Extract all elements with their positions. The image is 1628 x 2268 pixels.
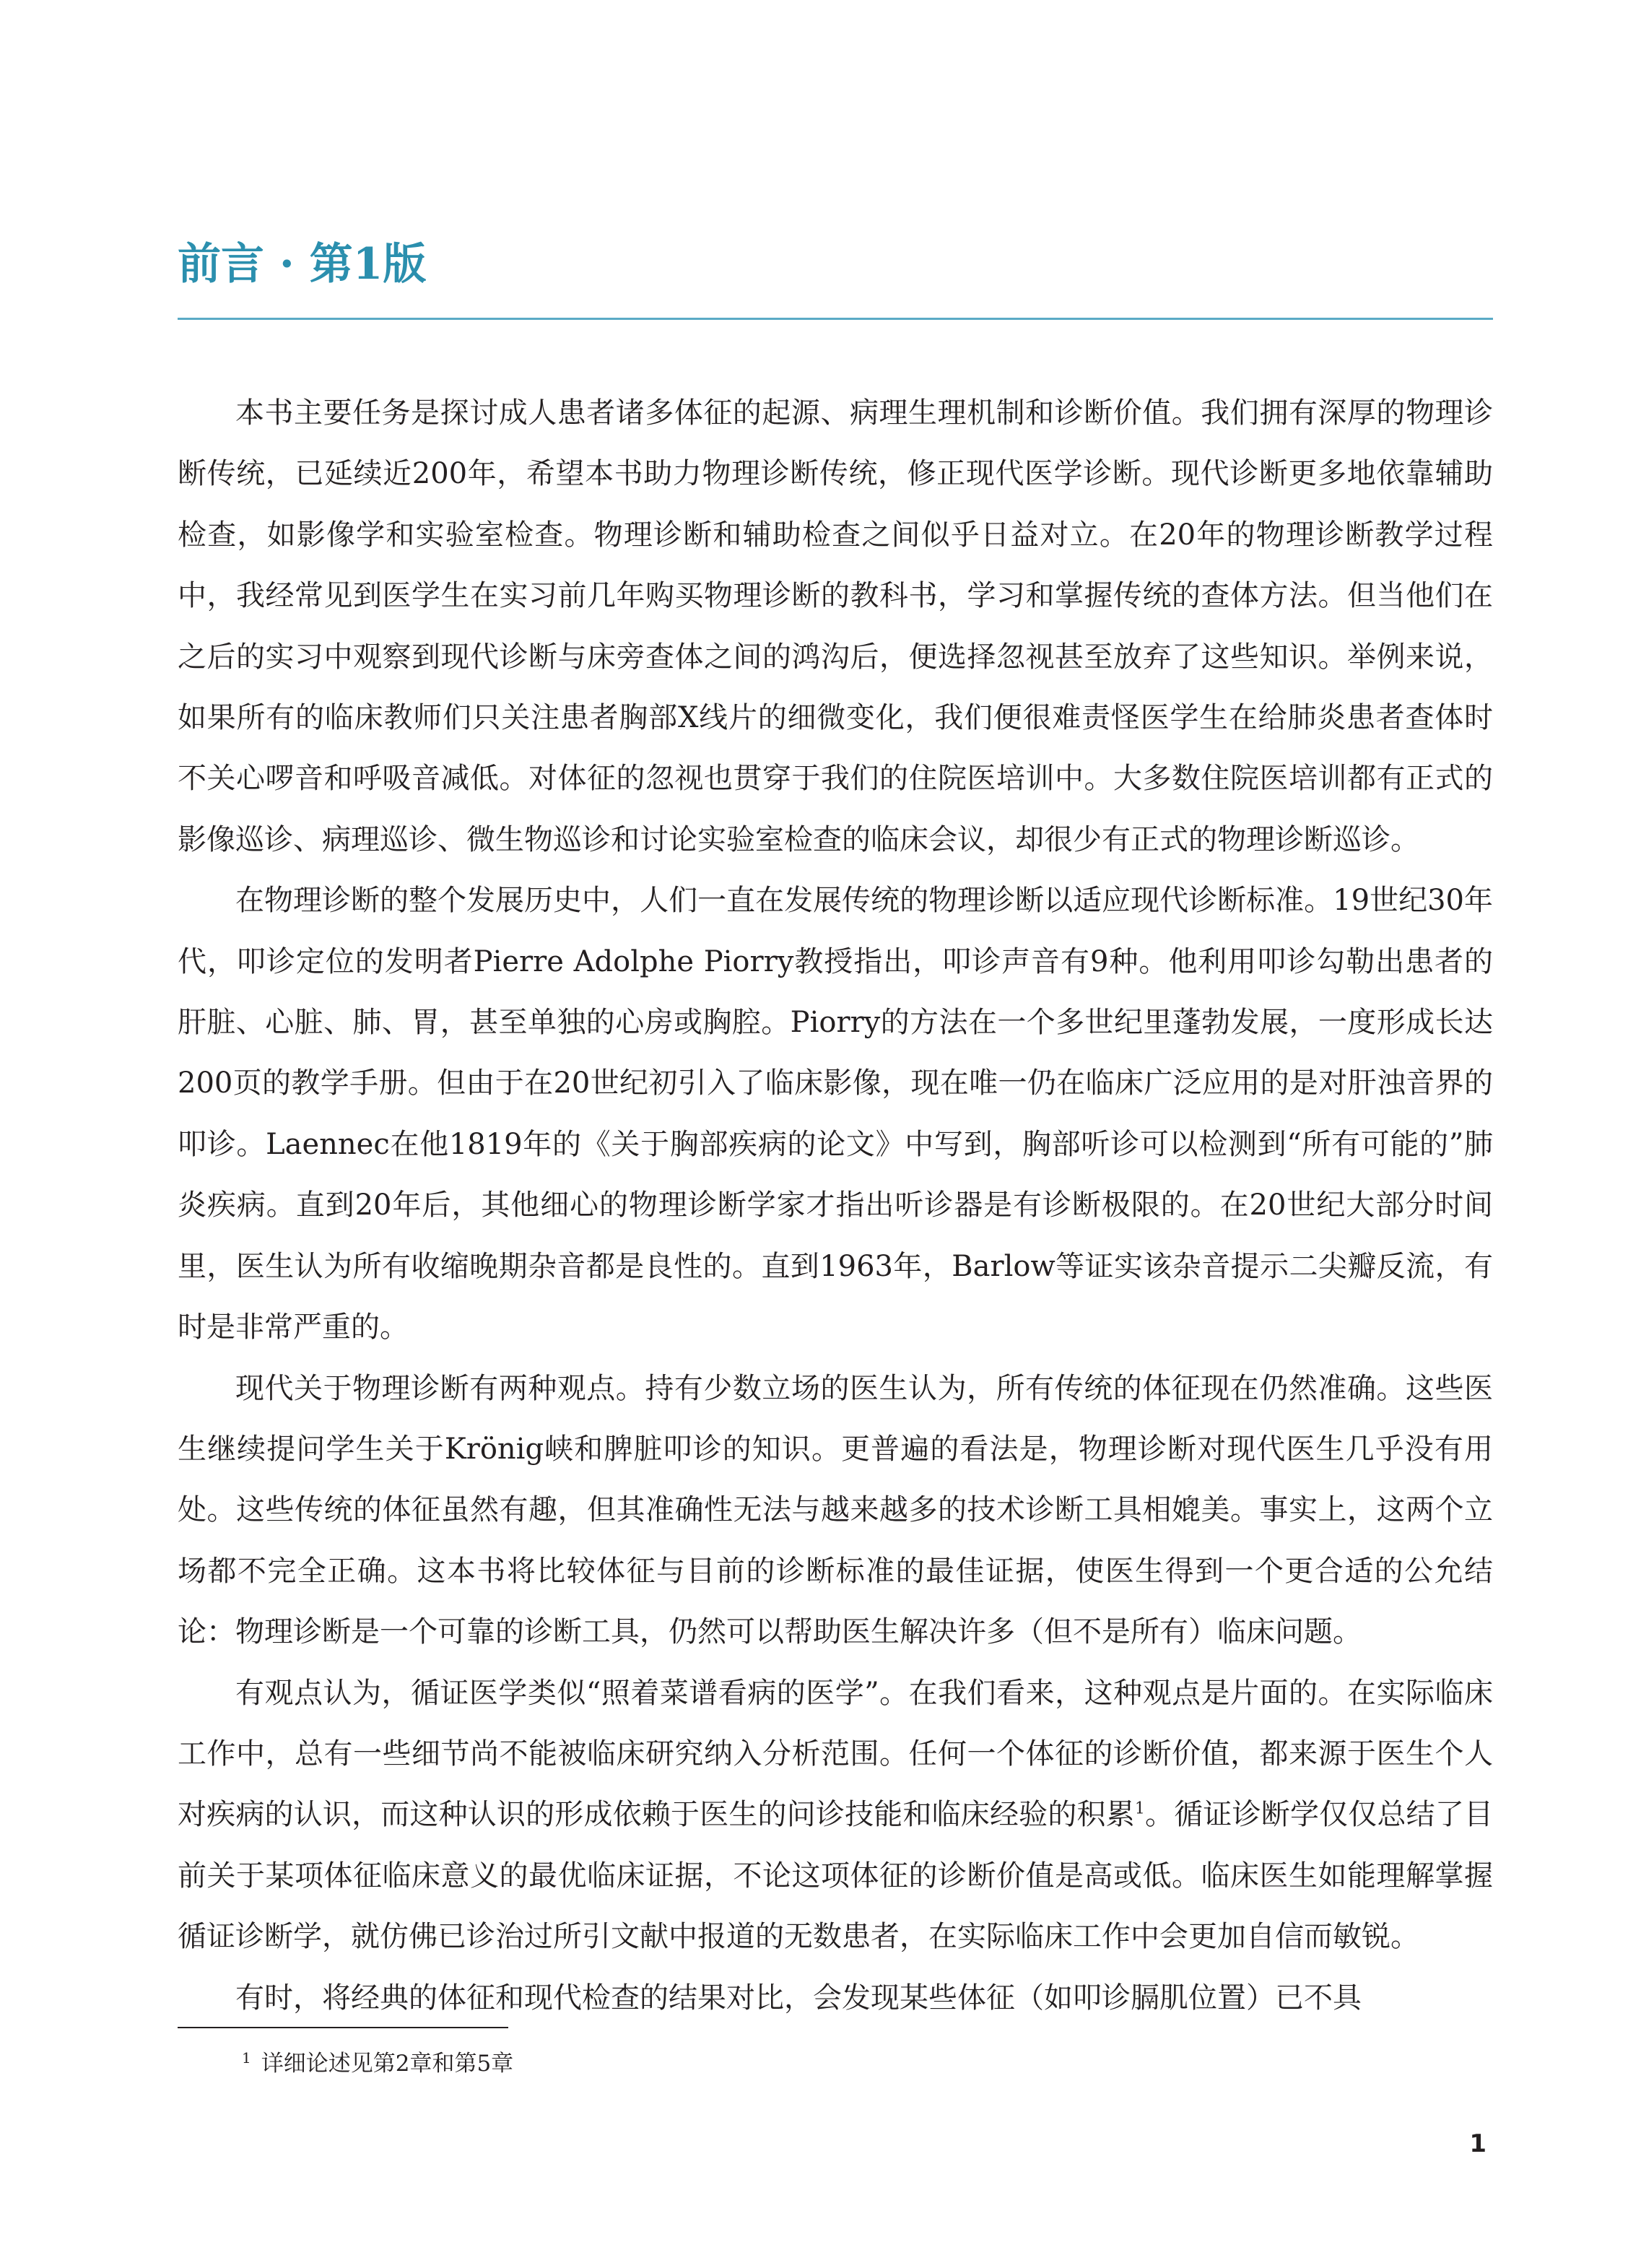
footnote-marker: 1 — [242, 2048, 251, 2067]
footnote-reference[interactable]: 1 — [1134, 1800, 1145, 1819]
paragraph-4 — [178, 1663, 1493, 1968]
footnote — [242, 2049, 513, 2078]
paragraph-3: 现代关于物理诊断有两种观点。持有少数立场的医生认为，所有传统的体征现在仍然准确。这些医生继续提问学生关于Krönig峡和脾脏叩诊的知识。更普遍的看法是，物理诊断对现代医生几乎没有用处。这些传统的体征虽然有趣，但其准确性无法与越来越多的技术诊断工具相媲美。事实上，这两个立场都不完全正确。这本书将比较体征与目前的诊断标准的最佳证据，使医生得到一个更合适的公允结论：物理诊断是一个可靠的诊断工具，仍然可以帮助医生解决许多（但不是所有）临床问题。 — [178, 1371, 1493, 1649]
paragraph-2: 在物理诊断的整个发展历史中，人们一直在发展传统的物理诊断以适应现代诊断标准。19世纪30年代，叩诊定位的发明者Pierre Adolphe Piorry教授指出，叩诊声音有9种。他利用叩诊勾勒出患者的肝脏、心脏、肺、胃，甚至单独的心房或胸腔。Piorry的方法在一个多世纪里蓬勃发展，一度形成长达200页的教学手册。但由于在20世纪初引入了临床影像，现在唯一仍在临床广泛应用的是对肝浊音界的叩诊。Laennec在他1819年的《关于胸部疾病的论文》中写到，胸部听诊可以检测到“所有可能的”肺炎疾病。直到20年后，其他细心的物理诊断学家才指出听诊器是有诊断极限的。在20世纪大部分时间里，医生认为所有收缩晚期杂音都是良性的。直到1963年，Barlow等证实该杂音提示二尖瓣反流，有时是非常严重的。 — [178, 884, 1493, 1344]
preface-heading: 前言 · 第1版 — [178, 239, 427, 290]
paragraph-1: 本书主要任务是探讨成人患者诸多体征的起源、病理生理机制和诊断价值。我们拥有深厚的物理诊断传统，已延续近200年，希望本书助力物理诊断传统，修正现代医学诊断。现代诊断更多地依靠辅助检查，如影像学和实验室检查。物理诊断和辅助检查之间似乎日益对立。在20年的物理诊断教学过程中，我经常见到医学生在实习前几年购买物理诊断的教科书，学习和掌握传统的查体方法。但当他们在之后的实习中观察到现代诊断与床旁查体之间的鸿沟后，便选择忽视甚至放弃了这些知识。举例来说，如果所有的临床教师们只关注患者胸部X线片的细微变化，我们便很难责怪医学生在给肺炎患者查体时不关心啰音和呼吸音减低。对体征的忽视也贯穿于我们的住院医培训中。大多数住院医培训都有正式的影像巡诊、病理巡诊、微生物巡诊和讨论实验室检查的临床会议，却很少有正式的物理诊断巡诊。 — [178, 396, 1493, 856]
preface-body — [178, 383, 1493, 2028]
heading-divider — [178, 318, 1493, 320]
paragraph-4-text: 有观点认为，循证医学类似“照着菜谱看病的医学”。在我们看来，这种观点是片面的。在实际临床工作中，总有一些细节尚不能被临床研究纳入分析范围。任何一个体征的诊断价值，都来源于医生个人对疾病的认识，而这种认识的形成依赖于医生的问诊技能和临床经验的积累 — [178, 1676, 1493, 1832]
paragraph-4-continued: 。循证诊断学仅仅总结了目前关于某项体征临床意义的最优临床证据，不论这项体征的诊断价值是高或低。临床医生如能理解掌握循证诊断学，就仿佛已诊治过所引文献中报道的无数患者，在实际临床工作中会更加自信而敏锐。 — [178, 1798, 1494, 1954]
page-number: 1 — [1469, 2129, 1486, 2158]
footnote-divider — [178, 2027, 508, 2028]
paragraph-5: 有时，将经典的体征和现代检查的结果对比，会发现某些体征（如叩诊膈肌位置）已不具 — [235, 1981, 1362, 2015]
footnote-text: 详细论述见第2章和第5章 — [261, 2051, 514, 2077]
